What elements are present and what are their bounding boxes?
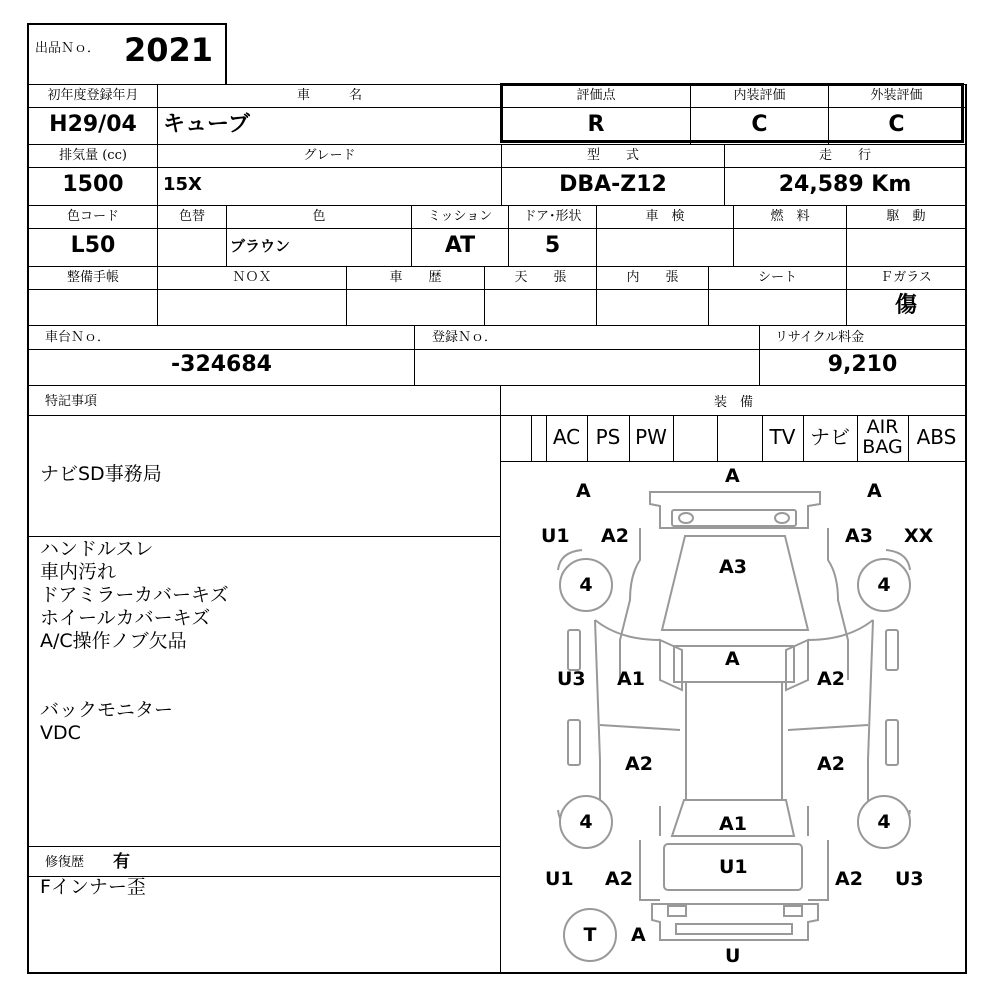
reg-date-value: H29/04 bbox=[49, 112, 137, 137]
note-line-3: 車内汚れ bbox=[40, 561, 117, 583]
interior-trim-label: 内 張 bbox=[626, 270, 679, 285]
damage-spare-grade: A bbox=[631, 924, 646, 946]
damage-xx-right: XX bbox=[904, 525, 934, 547]
score-label: 評価点 bbox=[576, 88, 616, 103]
equip-navi: ナビ bbox=[810, 425, 850, 449]
note-line-8: VDC bbox=[40, 722, 81, 744]
damage-rear-glass: A1 bbox=[719, 813, 747, 835]
damage-a3-right-front: A3 bbox=[845, 525, 873, 547]
damage-a2-right-rear2: A2 bbox=[835, 868, 863, 890]
repair-detail: Fインナー歪 bbox=[40, 876, 146, 898]
displacement-label: 排気量 (cc) bbox=[59, 148, 127, 163]
fuel-label: 燃 料 bbox=[770, 209, 810, 224]
drive-label: 駆 動 bbox=[886, 209, 926, 224]
equip-abs: ABS bbox=[916, 425, 957, 449]
damage-front-left-corner: A bbox=[576, 480, 591, 502]
model-label: 型 式 bbox=[586, 148, 639, 163]
damage-roof-front: A bbox=[725, 648, 740, 670]
note-line-5: ホイールカバーキズ bbox=[40, 607, 211, 629]
inspection-label: 車 検 bbox=[645, 209, 685, 224]
damage-rear-bumper: U bbox=[725, 945, 741, 967]
tire-front-right: 4 bbox=[857, 558, 911, 612]
damage-a2-left-front: A2 bbox=[601, 525, 629, 547]
recycle-label: リサイクル料金 bbox=[775, 330, 865, 345]
note-line-4: ドアミラーカバーキズ bbox=[40, 584, 229, 606]
chassis-label: 車台Ｎｏ． bbox=[45, 330, 111, 345]
front-glass-value: 傷 bbox=[894, 293, 917, 318]
grade-label: グレード bbox=[303, 148, 356, 163]
color-code-value: L50 bbox=[70, 233, 116, 258]
mission-label: ミッション bbox=[427, 209, 493, 224]
damage-front-right-corner: A bbox=[867, 480, 882, 502]
exterior-grade-label: 外装評価 bbox=[870, 88, 923, 103]
ceiling-label: 天 張 bbox=[514, 270, 567, 285]
tire-rear-left: 4 bbox=[559, 795, 613, 849]
note-line-6: A/C操作ノブ欠品 bbox=[40, 630, 187, 652]
front-glass-label: Ｆガラス bbox=[880, 270, 932, 285]
car-name-label: 車 名 bbox=[296, 88, 362, 103]
interior-grade-value: C bbox=[751, 112, 768, 137]
maintenance-label: 整備手帳 bbox=[66, 270, 119, 285]
damage-a1-left-door: A1 bbox=[617, 668, 645, 690]
notes-label: 特記事項 bbox=[45, 394, 98, 409]
reg-date-label: 初年度登録年月 bbox=[47, 88, 139, 103]
registration-label: 登録Ｎｏ． bbox=[432, 330, 498, 345]
note-line-7: バックモニター bbox=[40, 699, 174, 721]
car-diagram bbox=[501, 462, 965, 972]
door-label: ドア･形状 bbox=[523, 209, 582, 224]
damage-front-bumper: A bbox=[725, 465, 740, 487]
score-value: R bbox=[587, 112, 605, 137]
lot-label: 出品Ｎｏ． bbox=[35, 41, 101, 56]
history-label: 車 歴 bbox=[389, 270, 442, 285]
note-line-1: ナビSD事務局 bbox=[40, 463, 162, 485]
door-value: 5 bbox=[544, 233, 561, 258]
color-label: 色 bbox=[312, 209, 326, 224]
damage-u1-left-front: U1 bbox=[541, 525, 570, 547]
color-code-label: 色コード bbox=[66, 209, 119, 224]
equip-airbag: AIR BAG bbox=[862, 416, 903, 458]
grade-value: 15X bbox=[163, 174, 202, 195]
spare-tire: T bbox=[563, 908, 617, 962]
repair-value: 有 bbox=[113, 852, 130, 872]
note-line-2: ハンドルスレ bbox=[40, 538, 154, 560]
displacement-value: 1500 bbox=[62, 172, 124, 197]
nox-label: ＮＯＸ bbox=[232, 270, 272, 285]
damage-windshield: A3 bbox=[719, 556, 747, 578]
interior-grade-label: 内装評価 bbox=[733, 88, 786, 103]
mileage-value: 24,589 Km bbox=[778, 172, 912, 197]
damage-u3-right-rear: U3 bbox=[895, 868, 924, 890]
repair-label: 修復歴 bbox=[45, 855, 85, 870]
mission-value: AT bbox=[444, 233, 476, 258]
damage-u1-left-rear: U1 bbox=[545, 868, 574, 890]
lot-number: 2021 bbox=[124, 31, 214, 69]
chassis-value: -324684 bbox=[171, 352, 272, 377]
damage-a2-left-rear: A2 bbox=[625, 753, 653, 775]
tire-rear-right: 4 bbox=[857, 795, 911, 849]
damage-u3-left: U3 bbox=[557, 668, 586, 690]
tire-front-left: 4 bbox=[559, 558, 613, 612]
car-name-value: キューブ bbox=[163, 112, 250, 137]
model-value: DBA-Z12 bbox=[559, 172, 667, 197]
seat-label: シート bbox=[757, 270, 797, 285]
damage-a2-left-rear2: A2 bbox=[605, 868, 633, 890]
repaint-label: 色替 bbox=[178, 209, 205, 224]
equip-ac: AC bbox=[552, 425, 581, 449]
damage-a2-right-rear: A2 bbox=[817, 753, 845, 775]
equipment-label: 装 備 bbox=[713, 395, 753, 410]
equip-pw: PW bbox=[635, 425, 667, 449]
exterior-grade-value: C bbox=[888, 112, 905, 137]
color-value: ブラウン bbox=[230, 237, 291, 255]
damage-u1-rear: U1 bbox=[719, 856, 748, 878]
equip-tv: TV bbox=[769, 425, 796, 449]
equip-ps: PS bbox=[595, 425, 621, 449]
mileage-label: 走 行 bbox=[818, 148, 871, 163]
recycle-value: 9,210 bbox=[827, 352, 898, 377]
damage-a2-right-door: A2 bbox=[817, 668, 845, 690]
